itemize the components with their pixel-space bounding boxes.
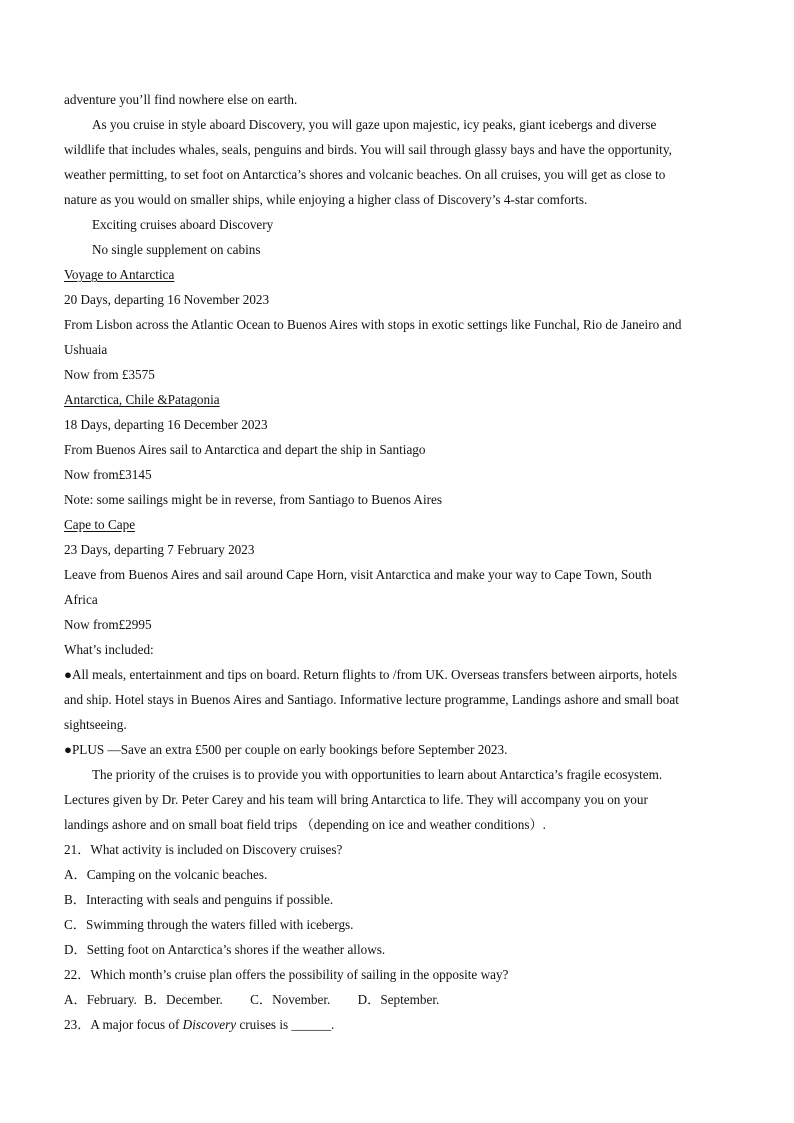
voyage-description: Leave from Buenos Aires and sail around Cape Horn, visit Antarctica and make your way to Cape Town, South: [64, 567, 652, 582]
question-21: 21．What activity is included on Discovery cruises?: [64, 842, 343, 857]
included-heading: What’s included:: [64, 642, 154, 657]
voyage-note: Note: some sailings might be in reverse, from Santiago to Buenos Aires: [64, 492, 442, 507]
voyage-title: Cape to Cape: [64, 517, 136, 532]
question-22: 22．Which month’s cruise plan offers the possibility of sailing in the opposite way?: [64, 967, 509, 982]
option-d: D．Setting foot on Antarctica’s shores if the weather allows.: [64, 942, 386, 957]
option-d: D．September.: [357, 992, 440, 1007]
intro-paragraph-line: wildlife that includes whales, seals, penguins and birds. You will sail through glassy bays and have the opportunity,: [64, 142, 672, 157]
option-a: A．Camping on the volcanic beaches.: [64, 867, 268, 882]
option-c: C．Swimming through the waters filled with icebergs.: [64, 917, 354, 932]
option-b: B．Interacting with seals and penguins if possible.: [64, 892, 334, 907]
voyage-title: Voyage to Antarctica: [64, 267, 175, 282]
question-23: [64, 1012, 726, 1037]
question-23-suffix: cruises is ______.: [236, 1017, 335, 1032]
included-bullet: ●All meals, entertainment and tips on board. Return flights to /from UK. Overseas transfers between airports, hotels: [64, 667, 677, 682]
voyage-price: Now from £3575: [64, 367, 155, 382]
voyage-description: From Buenos Aires sail to Antarctica and depart the ship in Santiago: [64, 442, 426, 457]
document-page: [64, 87, 726, 1037]
voyage-description: Africa: [64, 592, 98, 607]
question-23-prefix: 23．A major focus of: [64, 1017, 183, 1032]
included-bullet: sightseeing.: [64, 717, 127, 732]
voyage-duration: 23 Days, departing 7 February 2023: [64, 542, 255, 557]
intro-paragraph-line: weather permitting, to set foot on Antarctica’s shores and volcanic beaches. On all cruises, you will get as close to: [64, 167, 666, 182]
voyage-description: From Lisbon across the Atlantic Ocean to Buenos Aires with stops in exotic settings like Funchal, Rio de Janeiro and: [64, 317, 682, 332]
question-22-options: [64, 987, 726, 1012]
priority-paragraph-line: landings ashore and on small boat field trips （depending on ice and weather conditions）.: [64, 817, 546, 832]
voyage-duration: 18 Days, departing 16 December 2023: [64, 417, 268, 432]
tagline: No single supplement on cabins: [92, 242, 261, 257]
priority-paragraph-line: The priority of the cruises is to provide you with opportunities to learn about Antarctica’s fragile ecosystem.: [92, 767, 663, 782]
priority-paragraph-line: Lectures given by Dr. Peter Carey and his team will bring Antarctica to life. They will accompany you on your: [64, 792, 648, 807]
intro-paragraph-line: nature as you would on smaller ships, while enjoying a higher class of Discovery’s 4-star comforts.: [64, 192, 588, 207]
tagline: Exciting cruises aboard Discovery: [92, 217, 274, 232]
voyage-title: Antarctica, Chile &Patagonia: [64, 392, 220, 407]
voyage-price: Now from£3145: [64, 467, 152, 482]
included-bullet: and ship. Hotel stays in Buenos Aires and Santiago. Informative lecture programme, Landings ashore and small boat: [64, 692, 679, 707]
voyage-price: Now from£2995: [64, 617, 152, 632]
option-b: B．December.: [144, 992, 223, 1007]
option-a: A．February.: [64, 992, 137, 1007]
intro-paragraph-line: As you cruise in style aboard Discovery, you will gaze upon majestic, icy peaks, giant icebergs and diverse: [92, 117, 657, 132]
voyage-duration: 20 Days, departing 16 November 2023: [64, 292, 270, 307]
option-c: C．November.: [250, 992, 331, 1007]
intro-line: adventure you’ll find nowhere else on earth.: [64, 92, 298, 107]
question-23-italic: Discovery: [182, 1017, 237, 1032]
included-bullet: ●PLUS —Save an extra £500 per couple on early bookings before September 2023.: [64, 742, 508, 757]
voyage-description: Ushuaia: [64, 342, 108, 357]
